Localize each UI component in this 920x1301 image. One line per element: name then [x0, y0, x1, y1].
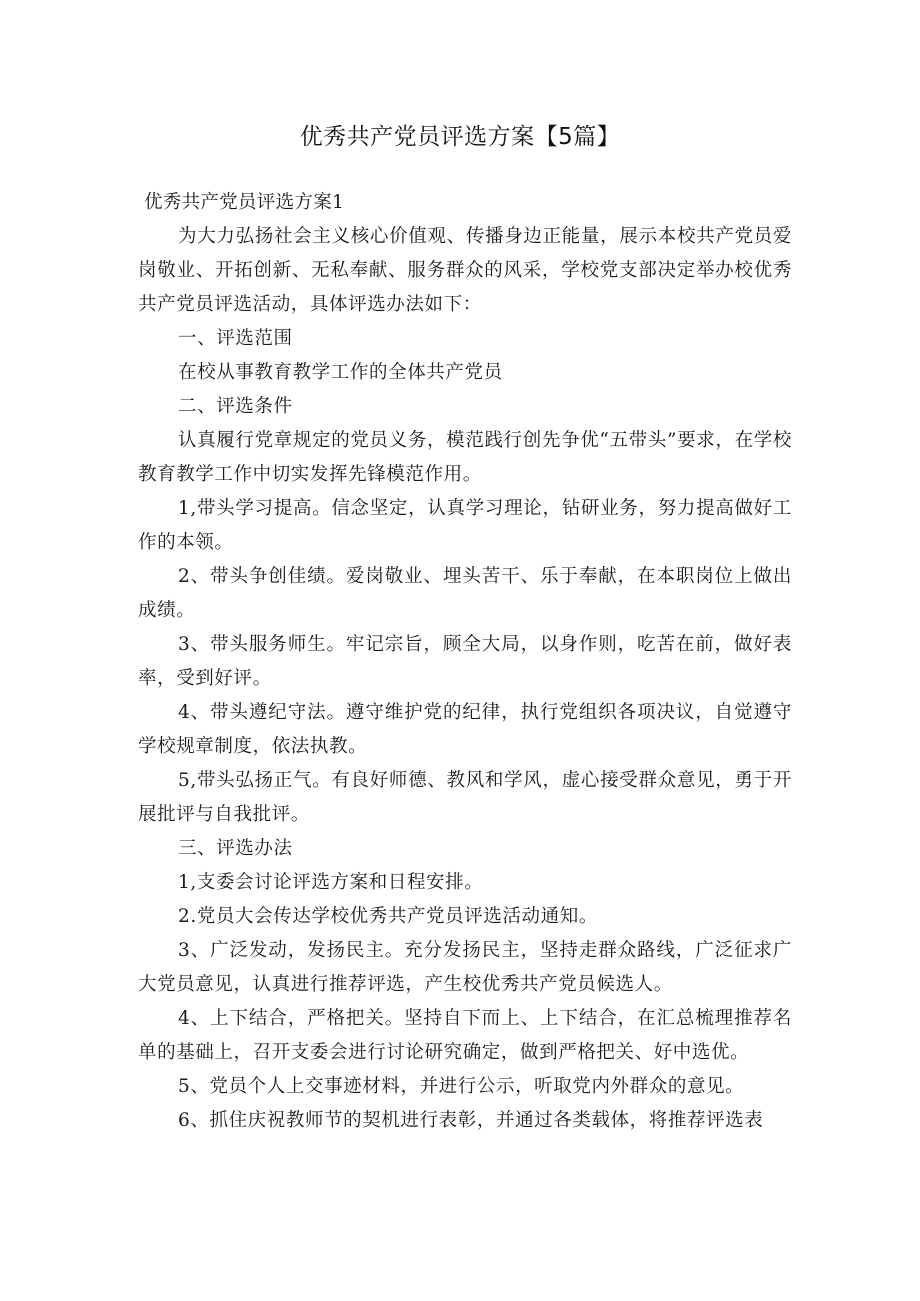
heading-conditions: 二、评选条件 — [178, 396, 293, 417]
heading-scope: 一、评选范围 — [178, 328, 293, 349]
method-item-6: 6、抓住庆祝教师节的契机进行表彰，并通过各类载体，将推荐评选表 — [178, 1110, 764, 1131]
method-item-2: 2.党员大会传达学校优秀共产党员评选活动通知。 — [178, 906, 598, 927]
method-item-4: 4、上下结合，严格把关。坚持自下而上、上下结合，在汇总梳理推荐名单的基础上，召开支委会进行讨论研究确定，做到严格把关、好中选优。 — [138, 1008, 792, 1063]
paragraph-scope: 在校从事教育教学工作的全体共产党员 — [178, 362, 503, 383]
paragraph-conditions: 认真履行党章规定的党员义务，模范践行创先争优“五带头”要求，在学校教育教学工作中切实发挥先锋模范作用。 — [138, 430, 792, 485]
method-item-1: 1,支委会讨论评选方案和日程安排。 — [178, 872, 484, 893]
document-body — [138, 186, 792, 1138]
condition-item-2: 2、带头争创佳绩。爱岗敬业、埋头苦干、乐于奉献，在本职岗位上做出成绩。 — [138, 566, 792, 621]
condition-item-3: 3、带头服务师生。牢记宗旨，顾全大局，以身作则，吃苦在前，做好表率，受到好评。 — [138, 634, 792, 689]
section-title: 优秀共产党员评选方案1 — [144, 192, 345, 213]
condition-item-4: 4、带头遵纪守法。遵守维护党的纪律，执行党组织各项决议，自觉遵守学校规章制度，依法执教。 — [138, 702, 792, 757]
method-item-5: 5、党员个人上交事迹材料，并进行公示，听取党内外群众的意见。 — [178, 1076, 745, 1097]
condition-item-1: 1,带头学习提高。信念坚定，认真学习理论，钻研业务，努力提高做好工作的本领。 — [138, 498, 792, 553]
condition-item-5: 5,带头弘扬正气。有良好师德、教风和学风，虚心接受群众意见，勇于开展批评与自我批评。 — [138, 770, 792, 825]
paragraph-intro: 为大力弘扬社会主义核心价值观、传播身边正能量，展示本校共产党员爱岗敬业、开拓创新、无私奉献、服务群众的风采，学校党支部决定举办校优秀共产党员评选活动，具体评选办法如下： — [138, 226, 792, 315]
method-item-3: 3、广泛发动，发扬民主。充分发扬民主，坚持走群众路线，广泛征求广大党员意见，认真进行推荐评选，产生校优秀共产党员候选人。 — [138, 940, 792, 995]
document-title: 优秀共产党员评选方案【5篇】 — [299, 124, 621, 150]
heading-method: 三、评选办法 — [178, 838, 293, 859]
